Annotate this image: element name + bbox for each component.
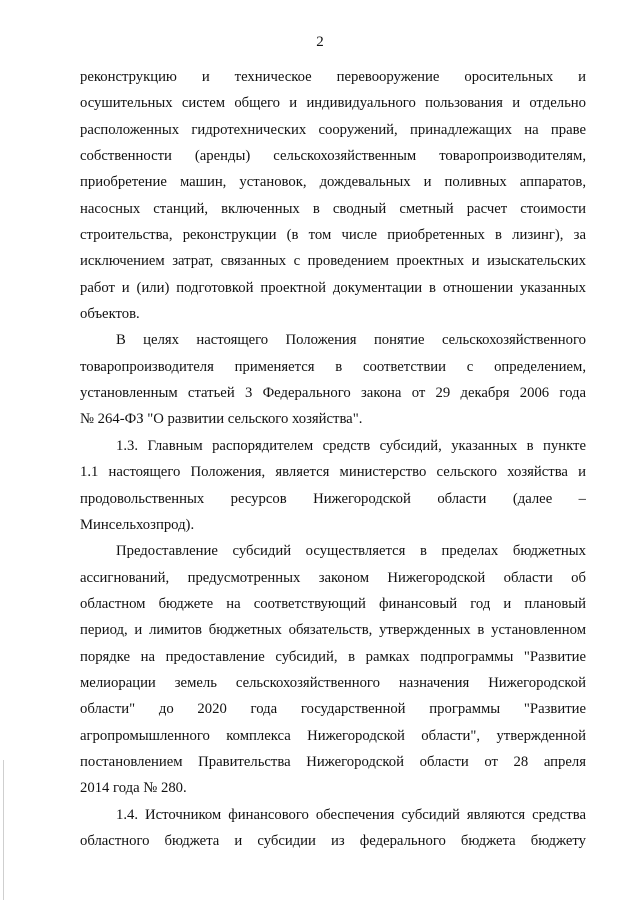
- text-line: насосных станций, включенных в сводный сметный расчет стоимости: [80, 200, 586, 217]
- text-line: № 264-ФЗ "О развитии сельского хозяйства".: [80, 411, 363, 428]
- text-line: осушительных систем общего и индивидуального пользования и отдельно: [80, 95, 586, 112]
- text-line: областного бюджета и субсидии из федерального бюджета бюджету: [80, 832, 586, 849]
- text-line: ассигнований, предусмотренных законом Нижегородской области об: [80, 569, 586, 586]
- paragraph: [80, 433, 586, 538]
- text-line: исключением затрат, связанных с проведением проектных и изыскательских: [80, 253, 586, 270]
- text-line: товаропроизводителя применяется в соответствии с определением,: [80, 358, 586, 375]
- paragraph: [80, 327, 586, 432]
- text-line: 2014 года № 280.: [80, 780, 187, 797]
- text-line: объектов.: [80, 306, 140, 323]
- text-line: 1.1 настоящего Положения, является министерство сельского хозяйства и: [80, 464, 586, 481]
- paragraph: [80, 538, 586, 801]
- text-line: агропромышленного комплекса Нижегородской области", утвержденной: [80, 727, 586, 744]
- text-line: мелиорации земель сельскохозяйственного назначения Нижегородской: [80, 674, 586, 691]
- scan-edge-mark: [3, 760, 4, 900]
- text-line: собственности (аренды) сельскохозяйственным товаропроизводителям,: [80, 148, 586, 165]
- paragraph: [80, 64, 586, 327]
- text-line: В целях настоящего Положения понятие сельскохозяйственного: [116, 332, 586, 349]
- page-number: 2: [316, 34, 324, 50]
- text-line: установленным статьей 3 Федерального закона от 29 декабря 2006 года: [80, 385, 586, 402]
- text-line: Минсельхозпрод).: [80, 516, 195, 533]
- document-body: [80, 64, 586, 854]
- text-line: расположенных гидротехнических сооружений, принадлежащих на праве: [80, 121, 586, 138]
- text-line: областном бюджете на соответствующий финансовый год и плановый: [80, 595, 586, 612]
- text-line: постановлением Правительства Нижегородской области от 28 апреля: [80, 753, 586, 770]
- text-line: Предоставление субсидий осуществляется в пределах бюджетных: [116, 543, 586, 560]
- paragraph: [80, 802, 586, 855]
- text-line: порядке на предоставление субсидий, в рамках подпрограммы "Развитие: [80, 648, 586, 665]
- text-line: работ и (или) подготовкой проектной документации в отношении указанных: [80, 279, 586, 296]
- text-line: продовольственных ресурсов Нижегородской области (далее –: [80, 490, 586, 507]
- text-line: области" до 2020 года государственной программы "Развитие: [80, 701, 586, 718]
- text-line: 1.4. Источником финансового обеспечения субсидий являются средства: [116, 806, 586, 823]
- text-line: период, и лимитов бюджетных обязательств, утвержденных в установленном: [80, 622, 586, 639]
- text-line: реконструкцию и техническое перевооружение оросительных и: [80, 69, 586, 85]
- text-line: 1.3. Главным распорядителем средств субсидий, указанных в пункте: [116, 437, 586, 454]
- text-line: строительства, реконструкции (в том числе приобретенных в лизинг), за: [80, 227, 586, 244]
- text-line: приобретение машин, установок, дождевальных и поливных аппаратов,: [80, 174, 586, 191]
